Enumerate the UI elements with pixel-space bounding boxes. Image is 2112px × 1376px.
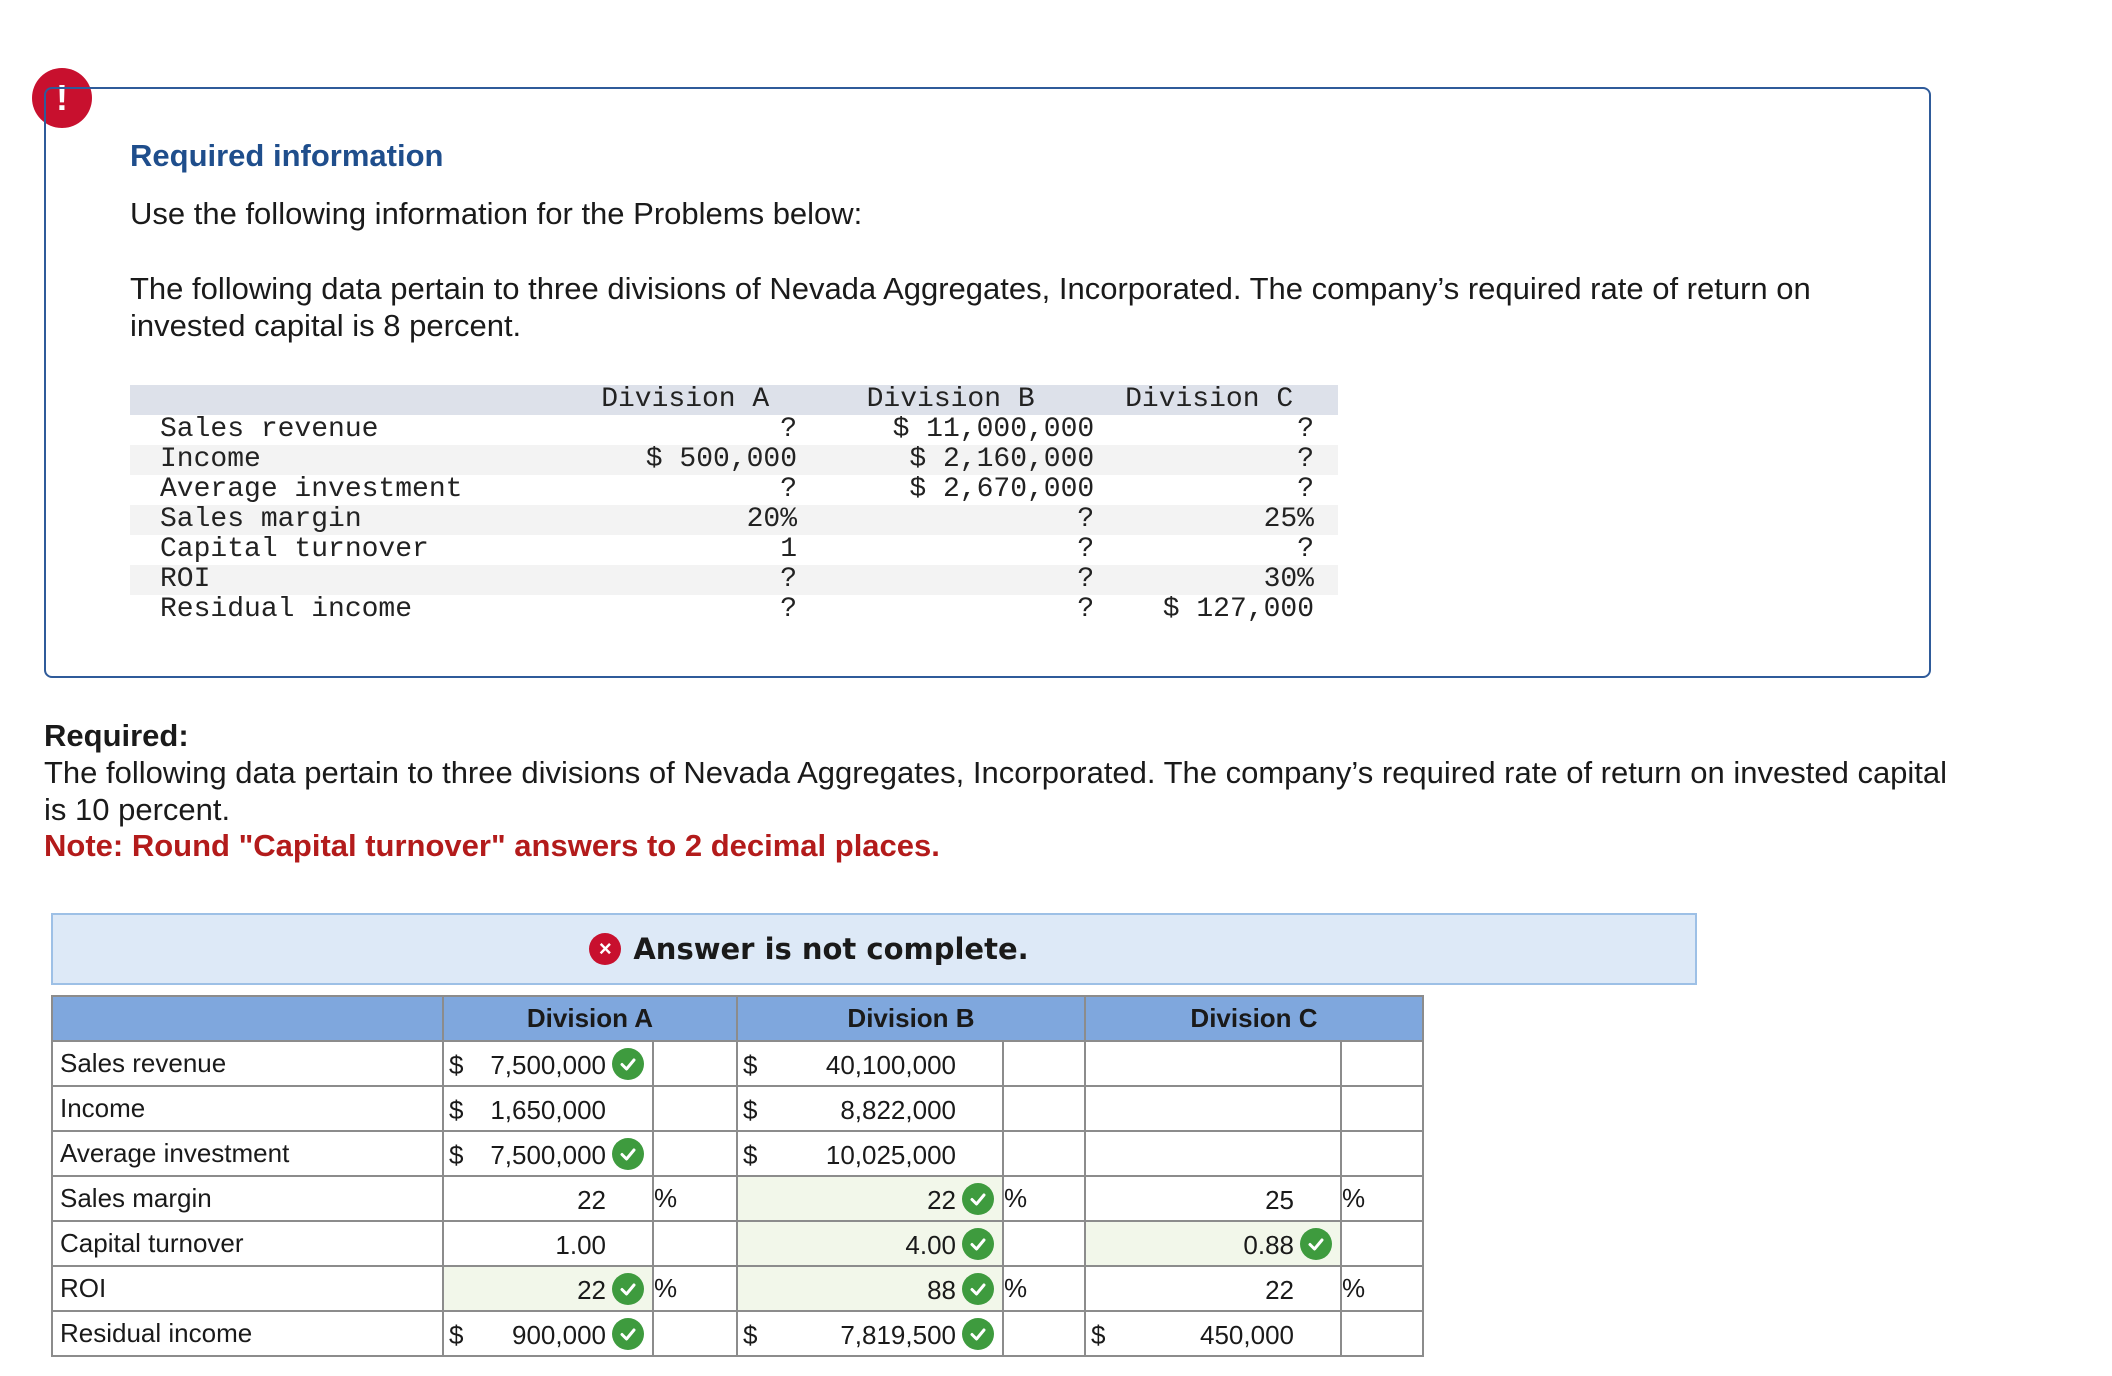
division-b-value: 88 bbox=[927, 1275, 956, 1305]
currency-symbol: $ bbox=[743, 1095, 758, 1125]
division-a-value: 1.00 bbox=[555, 1230, 606, 1260]
division-c-value: 0.88 bbox=[1243, 1230, 1294, 1260]
division-a-value: 1,650,000 bbox=[490, 1095, 606, 1125]
answer-header-row bbox=[52, 996, 1423, 1041]
division-b-input[interactable] bbox=[737, 1221, 1003, 1266]
percent-unit-cell bbox=[1003, 1086, 1085, 1131]
given-data-row bbox=[130, 535, 1338, 565]
percent-unit-cell bbox=[1341, 1176, 1423, 1221]
division-b-value: 40,100,000 bbox=[825, 1050, 956, 1080]
answer-row bbox=[52, 1266, 1423, 1311]
percent-unit-cell bbox=[1003, 1266, 1085, 1311]
header-blank bbox=[52, 996, 443, 1041]
percent-unit-cell bbox=[653, 1311, 737, 1356]
given-data-row bbox=[130, 445, 1338, 475]
info-paragraph: The following data pertain to three divisions of Nevada Aggregates, Incorporated. The company’s required rate of return on invested capital is 8 percent. bbox=[130, 271, 1811, 343]
percent-unit-cell bbox=[653, 1266, 737, 1311]
header-division-a: Division A bbox=[443, 996, 737, 1041]
row-label: Capital turnover bbox=[160, 534, 429, 565]
division-b-value: 7,819,500 bbox=[840, 1320, 956, 1350]
division-c-input[interactable] bbox=[1085, 1176, 1341, 1221]
header-cell bbox=[130, 385, 573, 415]
division-b-value: ? bbox=[1077, 594, 1095, 625]
percent-unit-cell bbox=[653, 1086, 737, 1131]
currency-symbol: $ bbox=[743, 1050, 758, 1080]
correct-check-icon bbox=[962, 1318, 994, 1350]
division-c-value: 450,000 bbox=[1200, 1320, 1294, 1350]
division-c-value: $ 127,000 bbox=[1162, 594, 1314, 625]
currency-symbol: $ bbox=[743, 1140, 758, 1170]
info-subtitle: Use the following information for the Problems below: bbox=[130, 196, 863, 231]
percent-sign: % bbox=[1342, 1273, 1366, 1303]
division-c-value: ? bbox=[1297, 414, 1314, 445]
percent-unit-cell bbox=[1341, 1311, 1423, 1356]
currency-symbol: $ bbox=[1091, 1320, 1106, 1350]
currency-symbol: $ bbox=[743, 1320, 758, 1350]
division-c-value: 30% bbox=[1104, 565, 1338, 595]
division-b-value: 22 bbox=[927, 1185, 956, 1215]
division-a-value: 900,000 bbox=[512, 1320, 606, 1350]
rounding-note: Note: Round "Capital turnover" answers to 2 decimal places. bbox=[44, 828, 940, 863]
answer-row-label: Average investment bbox=[52, 1131, 443, 1176]
row-label: Sales revenue bbox=[160, 414, 379, 445]
division-b-input[interactable] bbox=[737, 1266, 1003, 1311]
correct-check-icon bbox=[1300, 1228, 1332, 1260]
answer-row-label: Sales revenue bbox=[52, 1041, 443, 1086]
division-a-value: ? bbox=[780, 474, 798, 505]
required-text: The following data pertain to three divisions of Nevada Aggregates, Incorporated. The company’s required rate of return on invested capital is 10 percent. bbox=[44, 755, 1948, 827]
division-b-input[interactable] bbox=[737, 1086, 1003, 1131]
division-b-value: 10,025,000 bbox=[825, 1140, 956, 1170]
currency-symbol: $ bbox=[449, 1320, 464, 1350]
currency-symbol: $ bbox=[449, 1095, 464, 1125]
percent-sign: % bbox=[1004, 1183, 1028, 1213]
division-a-value: 7,500,000 bbox=[490, 1140, 606, 1170]
percent-unit-cell bbox=[1341, 1221, 1423, 1266]
division-c-input[interactable] bbox=[1085, 1041, 1341, 1086]
division-c-input[interactable] bbox=[1085, 1266, 1341, 1311]
division-b-input[interactable] bbox=[737, 1041, 1003, 1086]
percent-unit-cell bbox=[653, 1041, 737, 1086]
division-b-value: ? bbox=[807, 505, 1104, 535]
answer-row bbox=[52, 1131, 1423, 1176]
row-label: Average investment bbox=[160, 474, 463, 505]
required-heading: Required: bbox=[44, 718, 189, 753]
division-c-value: 22 bbox=[1265, 1275, 1294, 1305]
percent-unit-cell bbox=[1341, 1131, 1423, 1176]
row-label: Income bbox=[130, 445, 573, 475]
given-data-header-row bbox=[130, 385, 1338, 415]
percent-unit-cell bbox=[1341, 1086, 1423, 1131]
answer-status-banner bbox=[51, 913, 1697, 985]
percent-unit-cell bbox=[1341, 1041, 1423, 1086]
given-data-row bbox=[130, 565, 1338, 595]
header-division-c: Division C bbox=[1085, 996, 1423, 1041]
alert-icon: ! bbox=[32, 68, 92, 128]
division-c-value: ? bbox=[1104, 445, 1338, 475]
division-b-value: 8,822,000 bbox=[840, 1095, 956, 1125]
incorrect-icon: × bbox=[589, 933, 621, 965]
percent-sign: % bbox=[654, 1273, 678, 1303]
percent-unit-cell bbox=[653, 1221, 737, 1266]
division-a-input[interactable] bbox=[443, 1266, 653, 1311]
answer-row bbox=[52, 1176, 1423, 1221]
percent-unit-cell bbox=[1003, 1176, 1085, 1221]
answer-row bbox=[52, 1311, 1423, 1356]
division-b-value: 4.00 bbox=[905, 1230, 956, 1260]
correct-check-icon bbox=[612, 1048, 644, 1080]
row-label: Residual income bbox=[160, 594, 413, 625]
division-b-value: $ 11,000,000 bbox=[892, 414, 1095, 445]
percent-sign: % bbox=[654, 1183, 678, 1213]
header-division-b: Division B bbox=[807, 385, 1104, 415]
division-b-value: ? bbox=[1077, 534, 1095, 565]
division-c-value: 25 bbox=[1265, 1185, 1294, 1215]
division-a-value: 22 bbox=[577, 1185, 606, 1215]
percent-unit-cell bbox=[1003, 1221, 1085, 1266]
given-data-row bbox=[130, 475, 1338, 505]
division-b-value: ? bbox=[807, 565, 1104, 595]
division-a-value: 22 bbox=[577, 1275, 606, 1305]
correct-check-icon bbox=[962, 1228, 994, 1260]
percent-unit-cell bbox=[1003, 1041, 1085, 1086]
division-a-input[interactable] bbox=[443, 1221, 653, 1266]
correct-check-icon bbox=[612, 1138, 644, 1170]
division-c-input[interactable] bbox=[1085, 1311, 1341, 1356]
division-a-input[interactable] bbox=[443, 1311, 653, 1356]
answer-row-label: Income bbox=[52, 1086, 443, 1131]
correct-check-icon bbox=[962, 1273, 994, 1305]
correct-check-icon bbox=[962, 1183, 994, 1215]
correct-check-icon bbox=[612, 1318, 644, 1350]
division-c-input[interactable] bbox=[1085, 1131, 1341, 1176]
division-a-value: ? bbox=[780, 594, 798, 625]
row-label: ROI bbox=[130, 565, 573, 595]
currency-symbol: $ bbox=[449, 1140, 464, 1170]
currency-symbol: $ bbox=[449, 1050, 464, 1080]
answer-row bbox=[52, 1221, 1423, 1266]
row-label: Sales margin bbox=[130, 505, 573, 535]
division-b-value: $ 2,160,000 bbox=[807, 445, 1104, 475]
answer-status-text: Answer is not complete. bbox=[633, 932, 1029, 966]
answer-row bbox=[52, 1086, 1423, 1131]
division-c-value: ? bbox=[1297, 534, 1314, 565]
percent-unit-cell bbox=[1003, 1311, 1085, 1356]
percent-unit-cell bbox=[1003, 1131, 1085, 1176]
percent-sign: % bbox=[1342, 1183, 1366, 1213]
answer-row-label: ROI bbox=[52, 1266, 443, 1311]
given-data-table bbox=[130, 385, 1338, 625]
answer-row-label: Capital turnover bbox=[52, 1221, 443, 1266]
division-b-input[interactable] bbox=[737, 1176, 1003, 1221]
header-division-b: Division B bbox=[737, 996, 1085, 1041]
division-c-value: ? bbox=[1297, 474, 1314, 505]
division-a-input[interactable] bbox=[443, 1176, 653, 1221]
header-division-c: Division C bbox=[1104, 385, 1338, 415]
division-c-value: 25% bbox=[1104, 505, 1338, 535]
division-a-value: ? bbox=[780, 414, 798, 445]
header-division-a: Division A bbox=[573, 385, 807, 415]
division-c-input[interactable] bbox=[1085, 1221, 1341, 1266]
division-a-input[interactable] bbox=[443, 1131, 653, 1176]
answer-row-label: Residual income bbox=[52, 1311, 443, 1356]
division-a-value: 7,500,000 bbox=[490, 1050, 606, 1080]
division-a-input[interactable] bbox=[443, 1041, 653, 1086]
percent-sign: % bbox=[1004, 1273, 1028, 1303]
answer-row bbox=[52, 1041, 1423, 1086]
percent-unit-cell bbox=[653, 1131, 737, 1176]
given-data-row bbox=[130, 595, 1338, 625]
division-a-value: 20% bbox=[573, 505, 807, 535]
given-data-row bbox=[130, 415, 1338, 445]
correct-check-icon bbox=[612, 1273, 644, 1305]
division-b-value: $ 2,670,000 bbox=[909, 474, 1095, 505]
division-c-input[interactable] bbox=[1085, 1086, 1341, 1131]
division-a-input[interactable] bbox=[443, 1086, 653, 1131]
division-b-input[interactable] bbox=[737, 1131, 1003, 1176]
percent-unit-cell bbox=[1341, 1266, 1423, 1311]
division-a-value: ? bbox=[573, 565, 807, 595]
answer-row-label: Sales margin bbox=[52, 1176, 443, 1221]
division-b-input[interactable] bbox=[737, 1311, 1003, 1356]
answer-table bbox=[51, 995, 1424, 1357]
given-data-row bbox=[130, 505, 1338, 535]
info-title: Required information bbox=[130, 138, 444, 173]
percent-unit-cell bbox=[653, 1176, 737, 1221]
division-a-value: 1 bbox=[780, 534, 798, 565]
division-a-value: $ 500,000 bbox=[573, 445, 807, 475]
